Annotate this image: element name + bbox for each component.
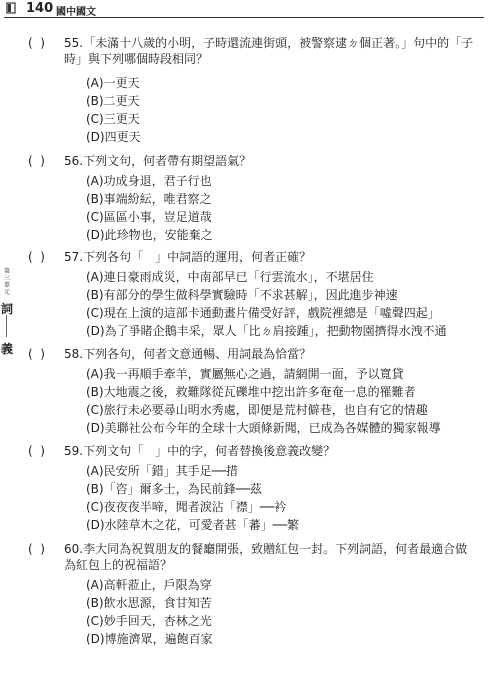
question-stem xyxy=(64,346,474,362)
option-a: (A)連日豪雨成災，中南部早已「行雲流水」，不堪居住 xyxy=(86,270,374,284)
option-b: (B)二更天 xyxy=(86,94,140,108)
side-word-2: 義 xyxy=(1,342,14,356)
page-header xyxy=(0,0,489,22)
answer-blank[interactable]: ( ) xyxy=(28,347,45,361)
option-b: (B)大地震之後，救難隊從瓦礫堆中挖出許多奄奄一息的罹難者 xyxy=(86,385,416,399)
side-word-1: 詞 xyxy=(1,302,14,316)
option-d: (D)水陸草木之花，可愛者甚「蕃」──繁 xyxy=(86,518,300,532)
option-d: (D)此珍物也，安能棄之 xyxy=(86,228,213,242)
option-d: (D)四更天 xyxy=(86,130,141,144)
question-text: 李大同為祝賀朋友的餐廳開張，致贈紅包一封。下列詞語，何者最適合做為紅包上的祝福語？ xyxy=(64,542,468,572)
question-number: 59. xyxy=(64,444,84,458)
question-stem xyxy=(64,443,474,459)
option-a: (A)功成身退，君子行也 xyxy=(86,174,212,188)
book-corner-icon xyxy=(6,2,16,14)
chapter-side-tab xyxy=(0,268,14,376)
option-c: (C)現在上演的這部卡通動畫片備受好評，戲院裡總是「噓聲四起」 xyxy=(86,306,440,320)
answer-blank[interactable]: ( ) xyxy=(28,444,45,458)
question-stem xyxy=(64,35,474,67)
question-number: 56. xyxy=(64,154,84,168)
option-a: (A)民安所「錯」其手足──措 xyxy=(86,464,239,478)
option-c: (C)三更天 xyxy=(86,112,140,126)
question-number: 60. xyxy=(64,542,84,556)
question-number: 55. xyxy=(64,36,84,50)
page-number: 140 xyxy=(26,1,54,16)
side-divider xyxy=(6,315,7,337)
question-stem xyxy=(64,541,474,573)
option-b: (B)「咨」爾多士，為民前鋒──茲 xyxy=(86,482,263,496)
option-a: (A)高軒蒞止，戶限為穿 xyxy=(86,578,212,592)
answer-blank[interactable]: ( ) xyxy=(28,154,45,168)
option-c: (C)區區小事，豈足道哉 xyxy=(86,210,212,224)
answer-blank[interactable]: ( ) xyxy=(28,542,45,556)
question-text: 下列各句「 」中詞語的運用，何者正確？ xyxy=(83,250,312,264)
option-d: (D)為了爭睹企鵝丰采，眾人「比ㄉ肩接踵」，把動物園擠得水洩不通 xyxy=(86,324,447,338)
question-number: 57. xyxy=(64,250,84,264)
question-stem xyxy=(64,249,474,265)
option-c: (C)旅行未必要尋山明水秀處，即便是荒村僻巷，也自有它的情趣 xyxy=(86,403,428,417)
answer-blank[interactable]: ( ) xyxy=(28,250,45,264)
option-c: (C)妙手回天，杏林之光 xyxy=(86,614,212,628)
option-c: (C)夜夜夜半啼，聞者淚沾「襟」──衿 xyxy=(86,500,287,514)
question-text: 下列各句，何者文意通暢、用詞最為恰當？ xyxy=(83,347,312,361)
option-d: (D)博施濟眾，遍飽百家 xyxy=(86,632,213,646)
option-b: (B)有部分的學生做科學實驗時「不求甚解」，因此進步神速 xyxy=(86,288,398,302)
header-rule xyxy=(4,17,484,18)
question-text: 下列文句，何者帶有期望語氣？ xyxy=(83,154,252,168)
option-d: (D)美聯社公布今年的全球十大頭條新聞，已成為各媒體的獨家報導 xyxy=(86,421,441,435)
option-a: (A)一更天 xyxy=(86,76,140,90)
chapter-label: 第三單元 xyxy=(3,268,10,296)
question-number: 58. xyxy=(64,347,84,361)
option-b: (B)飲水思源，食甘知苦 xyxy=(86,596,212,610)
book-title: 國中國文 xyxy=(56,7,96,18)
answer-blank[interactable]: ( ) xyxy=(28,36,45,50)
option-b: (B)事端紛紜，唯君察之 xyxy=(86,192,212,206)
question-text: 下列文句「 」中的字，何者替換後意義改變？ xyxy=(83,444,336,458)
question-stem xyxy=(64,153,474,169)
question-text: 「未滿十八歲的小明，子時還流連街頭，被警察逮ㄉ個正著。」句中的「子時」與下列哪個時段相同？ xyxy=(64,36,474,66)
option-a: (A)我一再順手牽羊，實屬無心之過，請網開一面，予以寬貸 xyxy=(86,367,404,381)
